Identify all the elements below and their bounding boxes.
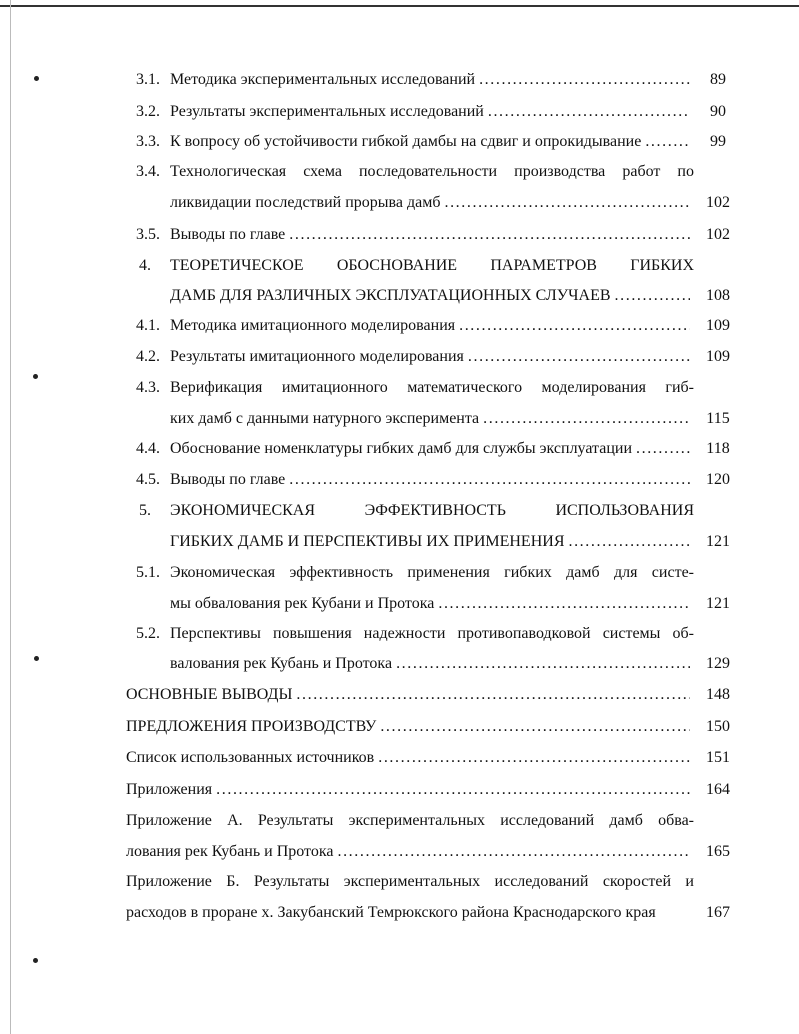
- scan-mark-dot: [33, 958, 38, 963]
- toc-page-number: 99: [710, 133, 726, 150]
- toc-page-number: 120: [706, 471, 730, 488]
- toc-entry-title: Верификация имитационного математического моделирования гиб-: [170, 379, 694, 396]
- toc-entry-line: [0, 746, 799, 770]
- toc-page-number: 167: [706, 904, 730, 921]
- toc-page-number: 109: [706, 348, 730, 365]
- toc-entry-title: ЭКОНОМИЧЕСКАЯ ЭФФЕКТИВНОСТЬ ИСПОЛЬЗОВАНИЯ: [170, 502, 694, 519]
- toc-dot-leader: [216, 778, 690, 802]
- toc-entry-line: [0, 778, 799, 802]
- toc-entry-number: 4.1.: [136, 317, 160, 334]
- toc-entry-number: 5.2.: [136, 625, 160, 642]
- toc-entry-line: [0, 376, 799, 400]
- toc-dot-leader: [444, 191, 690, 215]
- toc-page-number: 164: [706, 781, 730, 798]
- toc-entry-number: 4.: [139, 257, 151, 274]
- toc-dot-leader: [378, 746, 690, 770]
- toc-entry-line: [0, 314, 799, 338]
- toc-entry-number: 4.3.: [136, 379, 160, 396]
- toc-entry-title: Результаты имитационного моделирования: [170, 348, 464, 365]
- toc-entry-line: [0, 870, 799, 894]
- toc-dot-leader: [380, 715, 690, 739]
- toc-entry-line: [0, 499, 799, 523]
- toc-dot-leader: [337, 840, 690, 864]
- toc-page-number: 102: [706, 194, 730, 211]
- toc-entry-line: [0, 407, 799, 431]
- toc-entry-number: 3.1.: [136, 71, 160, 88]
- toc-entry-title: ОСНОВНЫЕ ВЫВОДЫ: [126, 686, 293, 703]
- toc-page-number: 108: [706, 287, 730, 304]
- toc-entry-title: Приложение Б. Результаты экспериментальных исследований скоростей и: [126, 873, 694, 890]
- toc-entry-title: ликвидации последствий прорыва дамб: [170, 194, 441, 211]
- toc-page-number: 115: [706, 410, 730, 427]
- toc-entry-line: [0, 683, 799, 707]
- toc-entry-line: [0, 100, 799, 124]
- toc-dot-leader: [488, 100, 690, 124]
- toc-dot-leader: [296, 683, 690, 707]
- toc-dot-leader: [568, 530, 690, 554]
- toc-entry-line: [0, 715, 799, 739]
- toc-entry-line: [0, 437, 799, 461]
- toc-page-number: 89: [710, 71, 726, 88]
- toc-entry-number: 3.4.: [136, 163, 160, 180]
- toc-entry-title: ГИБКИХ ДАМБ И ПЕРСПЕКТИВЫ ИХ ПРИМЕНЕНИЯ: [170, 533, 565, 550]
- toc-entry-title: К вопросу об устойчивости гибкой дамбы на сдвиг и опрокидывание: [170, 133, 642, 150]
- toc-entry-line: [0, 901, 799, 925]
- toc-entry-line: [0, 345, 799, 369]
- toc-entry-line: [0, 561, 799, 585]
- toc-entry-title: Список использованных источников: [126, 749, 375, 766]
- toc-page-number: 118: [706, 440, 730, 457]
- toc-entry-line: [0, 284, 799, 308]
- toc-entry-title: Приложения: [126, 781, 213, 798]
- toc-page-number: 109: [706, 317, 730, 334]
- toc-entry-title: мы обвалования рек Кубани и Протока: [170, 595, 435, 612]
- toc-entry-title: Обоснование номенклатуры гибких дамб для службы эксплуатации: [170, 440, 632, 457]
- toc-dot-leader: [483, 407, 690, 431]
- toc-entry-title: Результаты экспериментальных исследований: [170, 103, 484, 120]
- toc-page-number: 151: [706, 749, 730, 766]
- toc-entry-title: ких дамб с данными натурного эксперимента: [170, 410, 480, 427]
- toc-dot-leader: [645, 130, 690, 154]
- toc-entry-number: 3.2.: [136, 103, 160, 120]
- toc-entry-number: 3.5.: [136, 226, 160, 243]
- toc-entry-line: [0, 652, 799, 676]
- toc-entry-title: расходов в проране х. Закубанский Темрюкского района Краснодарского края: [126, 904, 656, 921]
- page-top-rule: [0, 5, 799, 7]
- toc-dot-leader: [468, 345, 690, 369]
- toc-page-number: 102: [706, 226, 730, 243]
- toc-entry-title: Методика экспериментальных исследований: [170, 71, 476, 88]
- toc-entry-line: [0, 254, 799, 278]
- toc-page-number: 150: [706, 718, 730, 735]
- toc-entry-line: [0, 592, 799, 616]
- toc-entry-title: Выводы по главе: [170, 471, 286, 488]
- toc-dot-leader: [289, 223, 690, 247]
- toc-entry-number: 3.3.: [136, 133, 160, 150]
- toc-entry-line: [0, 223, 799, 247]
- toc-entry-title: ТЕОРЕТИЧЕСКОЕ ОБОСНОВАНИЕ ПАРАМЕТРОВ ГИБКИХ: [170, 257, 694, 274]
- toc-entry-line: [0, 191, 799, 215]
- toc-entry-title: ПРЕДЛОЖЕНИЯ ПРОИЗВОДСТВУ: [126, 718, 377, 735]
- toc-entry-line: [0, 530, 799, 554]
- toc-entry-title: валования рек Кубань и Протока: [170, 655, 393, 672]
- toc-entry-title: Методика имитационного моделирования: [170, 317, 456, 334]
- toc-entry-title: Технологическая схема последовательности производства работ по: [170, 163, 694, 180]
- toc-entry-title: Перспективы повышения надежности противопаводковой системы об-: [170, 625, 694, 642]
- toc-entry-line: [0, 809, 799, 833]
- toc-entry-line: [0, 840, 799, 864]
- toc-entry-number: 4.2.: [136, 348, 160, 365]
- toc-entry-title: ДАМБ ДЛЯ РАЗЛИЧНЫХ ЭКСПЛУАТАЦИОННЫХ СЛУЧАЕВ: [170, 287, 611, 304]
- toc-page-number: 121: [706, 595, 730, 612]
- toc-page-number: 148: [706, 686, 730, 703]
- toc-page-number: 165: [706, 843, 730, 860]
- toc-dot-leader: [289, 468, 690, 492]
- toc-entry-number: 5.1.: [136, 564, 160, 581]
- toc-entry-number: 5.: [139, 502, 151, 519]
- toc-dot-leader: [615, 284, 690, 308]
- toc-entry-number: 4.5.: [136, 471, 160, 488]
- toc-dot-leader: [438, 592, 690, 616]
- toc-entry-line: [0, 130, 799, 154]
- toc-dot-leader: [479, 68, 690, 92]
- toc-entry-line: [0, 160, 799, 184]
- toc-entry-title: Экономическая эффективность применения гибких дамб для систе-: [170, 564, 694, 581]
- toc-entry-line: [0, 622, 799, 646]
- toc-entry-line: [0, 468, 799, 492]
- toc-entry-title: Выводы по главе: [170, 226, 286, 243]
- toc-page-number: 90: [710, 103, 726, 120]
- toc-page-number: 129: [706, 655, 730, 672]
- toc-entry-number: 4.4.: [136, 440, 160, 457]
- toc-entry-line: [0, 68, 799, 92]
- toc-dot-leader: [396, 652, 690, 676]
- toc-dot-leader: [459, 314, 690, 338]
- toc-entry-title: лования рек Кубань и Протока: [126, 843, 334, 860]
- toc-page-number: 121: [706, 533, 730, 550]
- toc-dot-leader: [636, 437, 690, 461]
- toc-entry-title: Приложение А. Результаты экспериментальных исследований дамб обва-: [126, 812, 694, 829]
